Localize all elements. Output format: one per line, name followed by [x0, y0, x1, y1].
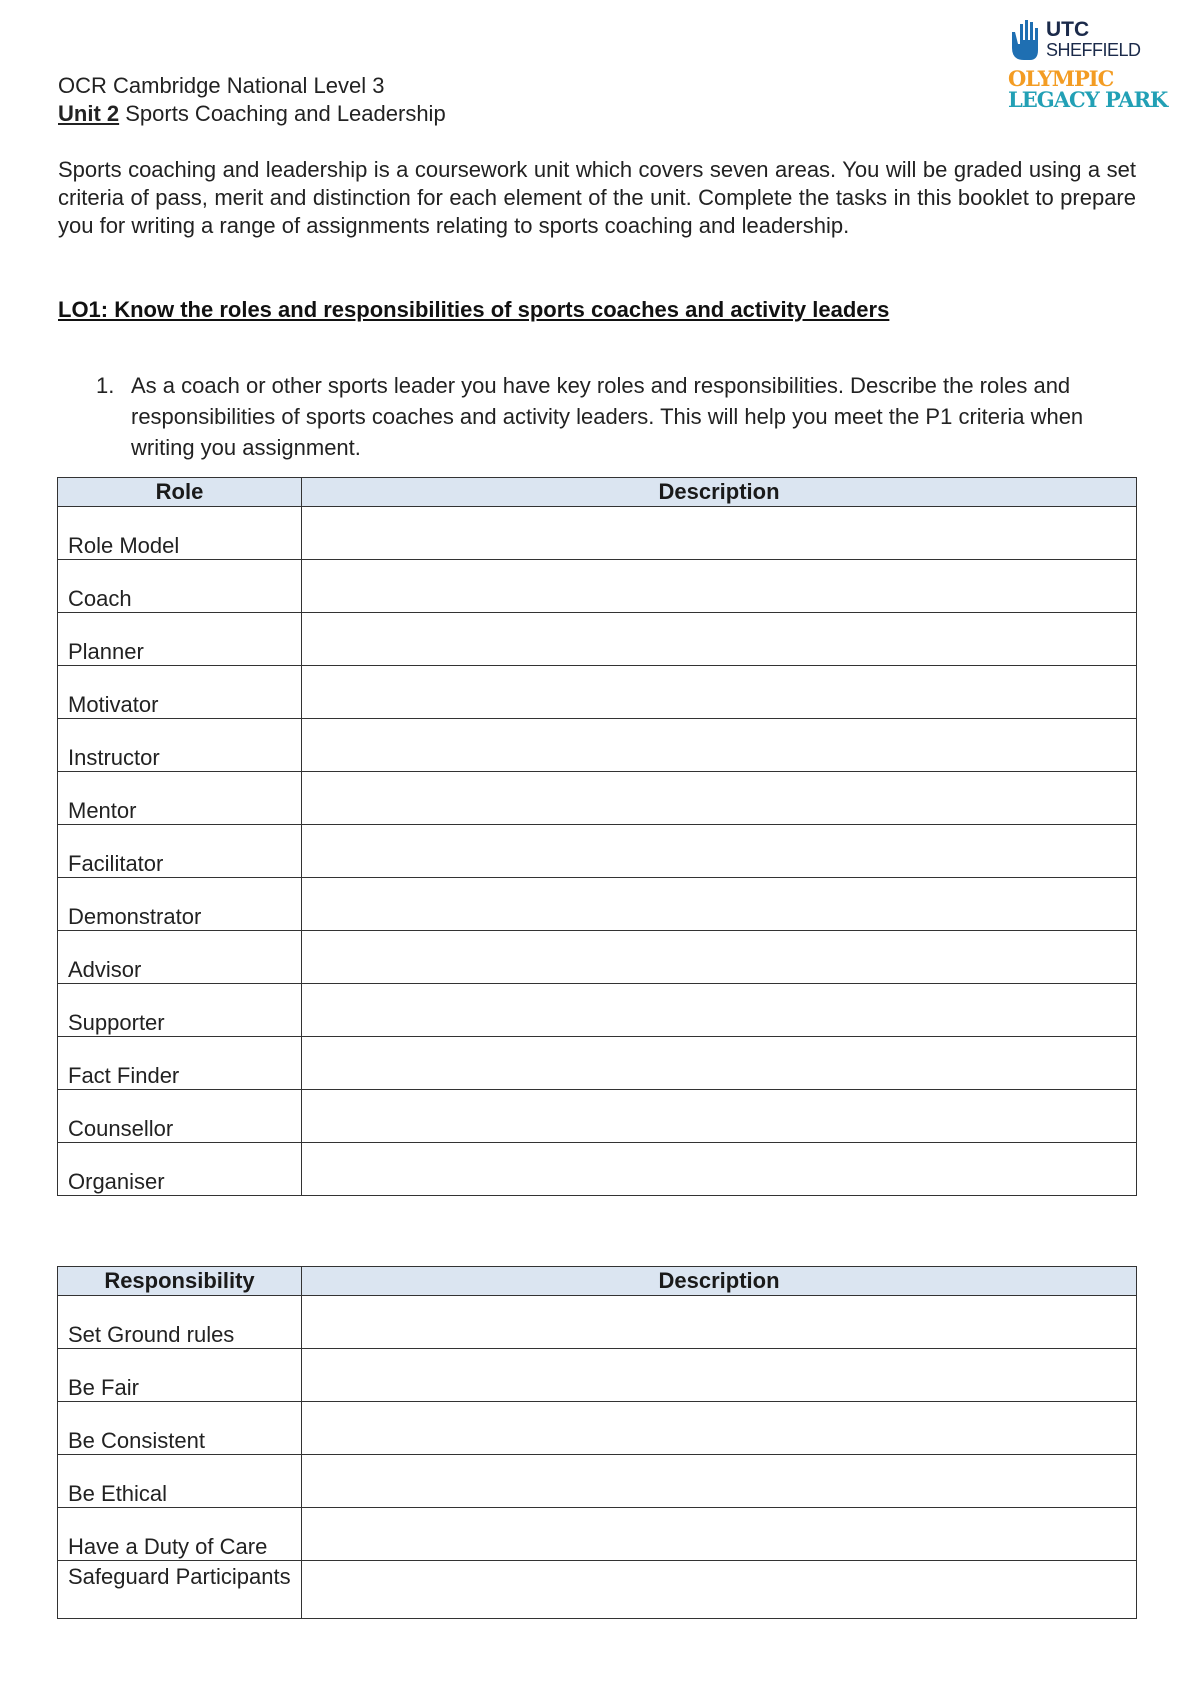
table-row	[58, 1508, 1137, 1561]
description-cell[interactable]	[302, 613, 1137, 666]
description-cell[interactable]	[302, 1296, 1137, 1349]
utc-sheffield-logo	[1008, 16, 1180, 116]
table-row	[58, 613, 1137, 666]
logo-legacy-park-text: LEGACY PARK	[1008, 87, 1168, 112]
qualification-title: OCR Cambridge National Level 3	[58, 73, 385, 98]
role-cell: Fact Finder	[58, 1037, 302, 1090]
description-cell[interactable]	[302, 931, 1137, 984]
table-row	[58, 825, 1137, 878]
unit-title	[58, 100, 446, 128]
table-row	[58, 1455, 1137, 1508]
logo-utc-text: UTC	[1046, 18, 1090, 41]
table-row	[58, 931, 1137, 984]
description-cell[interactable]	[302, 1037, 1137, 1090]
responsibility-cell: Set Ground rules	[58, 1296, 302, 1349]
table-row	[58, 1090, 1137, 1143]
roles-header-row	[58, 478, 1137, 507]
task-text: As a coach or other sports leader you have key roles and responsibilities. Describe the roles and responsibilities of sports coaches and activity leaders. This will help you meet the P1 criteria when writing you assignment.	[131, 373, 1084, 460]
table-row	[58, 666, 1137, 719]
description-cell[interactable]	[302, 825, 1137, 878]
table-row	[58, 1143, 1137, 1196]
table-row	[58, 507, 1137, 560]
table-row	[58, 560, 1137, 613]
hand-icon	[1008, 18, 1042, 62]
task-1	[96, 370, 1136, 463]
responsibility-cell: Be Ethical	[58, 1455, 302, 1508]
role-cell: Counsellor	[58, 1090, 302, 1143]
description-cell[interactable]	[302, 1455, 1137, 1508]
description-cell[interactable]	[302, 878, 1137, 931]
role-column-header: Role	[58, 478, 302, 507]
role-cell: Motivator	[58, 666, 302, 719]
description-cell[interactable]	[302, 1090, 1137, 1143]
task-number: 1.	[96, 373, 115, 398]
responsibility-cell: Safeguard Participants	[58, 1561, 302, 1619]
table-row	[58, 1349, 1137, 1402]
role-cell: Mentor	[58, 772, 302, 825]
responsibility-cell: Be Consistent	[58, 1402, 302, 1455]
description-cell[interactable]	[302, 1402, 1137, 1455]
role-cell: Role Model	[58, 507, 302, 560]
logo-sheffield-text: SHEFFIELD	[1046, 40, 1141, 60]
role-cell: Facilitator	[58, 825, 302, 878]
table-row	[58, 1296, 1137, 1349]
responsibilities-table	[57, 1266, 1137, 1619]
description-column-header: Description	[302, 1267, 1137, 1296]
lo1-heading: LO1: Know the roles and responsibilities of sports coaches and activity leaders	[58, 297, 890, 322]
responsibility-cell: Be Fair	[58, 1349, 302, 1402]
description-cell[interactable]	[302, 719, 1137, 772]
unit-name: Sports Coaching and Leadership	[119, 101, 446, 126]
role-cell: Planner	[58, 613, 302, 666]
description-cell[interactable]	[302, 666, 1137, 719]
description-cell[interactable]	[302, 1508, 1137, 1561]
role-cell: Advisor	[58, 931, 302, 984]
table-row	[58, 719, 1137, 772]
role-cell: Supporter	[58, 984, 302, 1037]
responsibilities-header-row	[58, 1267, 1137, 1296]
table-row	[58, 1402, 1137, 1455]
table-row	[58, 984, 1137, 1037]
table-row	[58, 772, 1137, 825]
roles-table	[57, 477, 1137, 1196]
logo-olympic-text: OLYMPIC	[1008, 66, 1114, 91]
description-cell[interactable]	[302, 1349, 1137, 1402]
unit-label: Unit 2	[58, 101, 120, 126]
table-row	[58, 1037, 1137, 1090]
table-row	[58, 1561, 1137, 1619]
responsibility-column-header: Responsibility	[58, 1267, 302, 1296]
role-cell: Instructor	[58, 719, 302, 772]
description-cell[interactable]	[302, 507, 1137, 560]
responsibility-cell: Have a Duty of Care	[58, 1508, 302, 1561]
description-cell[interactable]	[302, 1143, 1137, 1196]
description-cell[interactable]	[302, 1561, 1137, 1619]
role-cell: Organiser	[58, 1143, 302, 1196]
description-column-header: Description	[302, 478, 1137, 507]
table-row	[58, 878, 1137, 931]
intro-paragraph: Sports coaching and leadership is a coursework unit which covers seven areas. You will be graded using a set criteria of pass, merit and distinction for each element of the unit. Complete the tasks in this booklet to prepare you for writing a range of assignments relating to sports coaching and leadership.	[58, 157, 1136, 238]
description-cell[interactable]	[302, 772, 1137, 825]
role-cell: Coach	[58, 560, 302, 613]
role-cell: Demonstrator	[58, 878, 302, 931]
description-cell[interactable]	[302, 560, 1137, 613]
description-cell[interactable]	[302, 984, 1137, 1037]
